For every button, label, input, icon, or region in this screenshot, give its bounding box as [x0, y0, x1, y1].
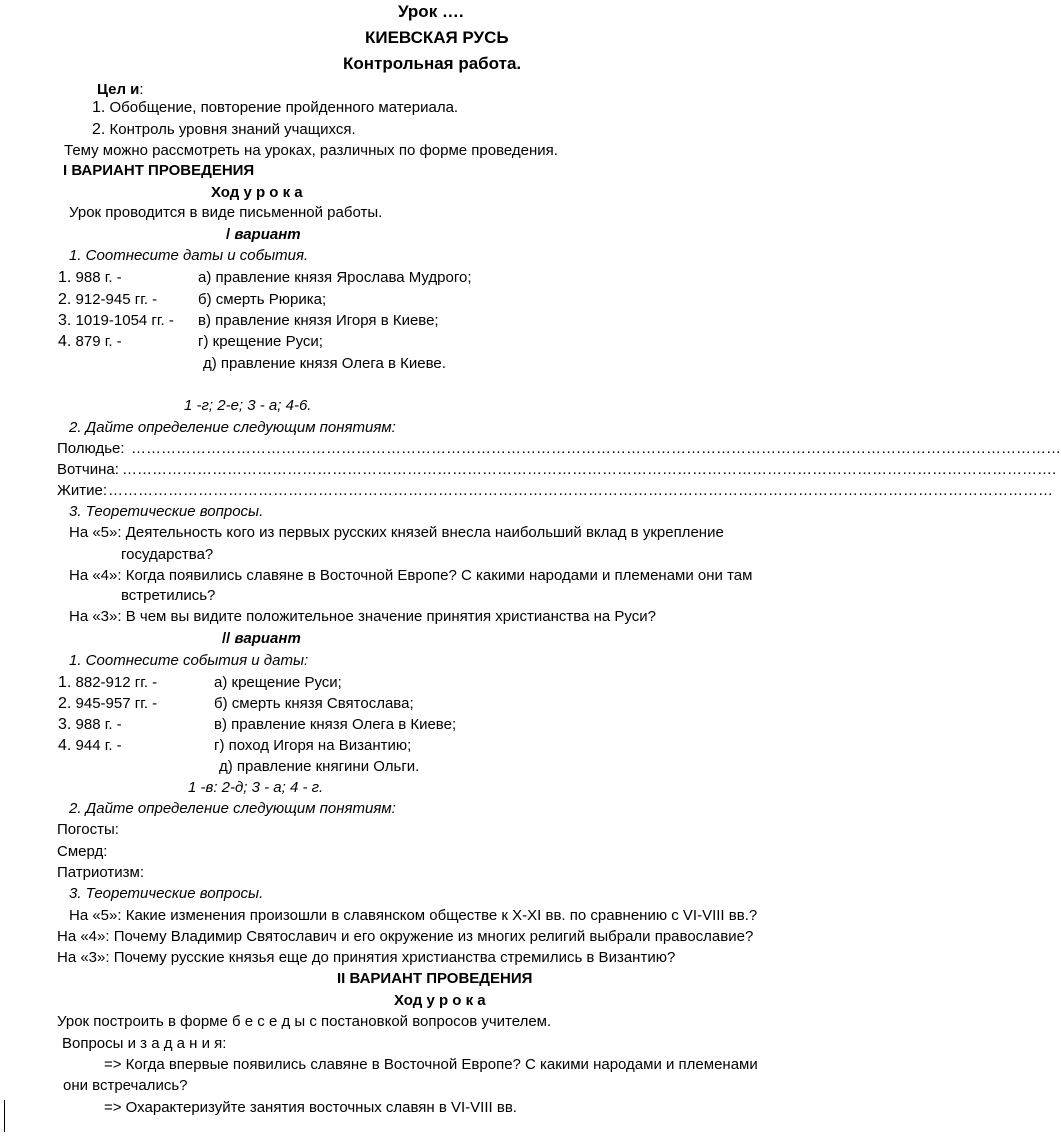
goals-note: Тему можно рассмотреть на уроках, различных по форме проведения. [64, 142, 558, 159]
subvariant2-task3: 3. Теоретические вопросы. [69, 885, 264, 902]
date-item-text: 912-945 гг. - [75, 291, 158, 308]
date-item [58, 332, 122, 352]
subvariant1-label: вариант [234, 226, 301, 243]
variant2-question: => Охарактеризуйте занятия восточных славян в VI-VIII вв. [104, 1099, 517, 1116]
question-grade3: На «3»: В чем вы видите положительное значение принятия христианства на Руси? [69, 608, 656, 625]
question-grade4-cont: встретились? [121, 587, 216, 604]
answer-blank-line: ……………………………………………………………………………………………………………………………………………………………………. [122, 461, 1057, 478]
goals-item [92, 120, 356, 140]
document-title: КИЕВСКАЯ РУСЬ [365, 28, 509, 47]
date-item [58, 694, 157, 714]
date-item [58, 311, 174, 331]
date-item-text: 879 г. - [75, 333, 122, 350]
event-item: б) смерть князя Святослава; [214, 695, 414, 712]
subvariant2-label: вариант [234, 630, 301, 647]
question-grade5-cont: государства? [121, 546, 214, 563]
goals-item [92, 98, 458, 118]
subvariant2-task1: 1. Соотнесите события и даты: [69, 652, 309, 669]
date-item-text: 988 г. - [75, 716, 122, 733]
subvariant1-task3: 3. Теоретические вопросы. [69, 503, 264, 520]
date-item-number: 3. [58, 312, 72, 329]
question-grade5: На «5»: Деятельность кого из первых русских князей внесла наибольший вклад в укрепление [69, 524, 724, 541]
variant2-course-heading: Ход у р о к а [394, 992, 486, 1009]
date-item-number: 1. [58, 269, 72, 286]
goals-item-text: Контроль уровня знаний учащихся. [109, 121, 356, 138]
date-item [58, 290, 157, 310]
date-item-text: 882-912 гг. - [75, 674, 158, 691]
variant2-tasks-end: : [222, 1035, 227, 1052]
event-item: а) правление князя Ярослава Мудрого; [198, 269, 472, 286]
subvariant1-task1: 1. Соотнесите даты и события. [69, 247, 309, 264]
date-item-text: 988 г. - [75, 269, 122, 286]
variant2-intro [57, 1012, 551, 1032]
goals-label: Цел и [97, 81, 140, 98]
event-item: д) правление княгини Ольги. [219, 758, 420, 775]
subvariant2-title [222, 629, 301, 649]
term-label: Житие: [57, 482, 107, 499]
subvariant2-answer: 1 -в: 2-д; 3 - а; 4 - г. [188, 779, 324, 796]
date-item-text: 944 г. - [75, 737, 122, 754]
variant2-heading: II ВАРИАНТ ПРОВЕДЕНИЯ [337, 970, 533, 987]
variant2-question: => Когда впервые появились славяне в Восточной Европе? С какими народами и племенами [104, 1056, 758, 1073]
goals-heading [97, 80, 144, 100]
date-item-text: 1019-1054 гг. - [75, 312, 174, 329]
variant2-tasks-emphasis: з а д а н и я [140, 1035, 223, 1052]
variant1-course-heading: Ход у р о к а [211, 184, 303, 201]
date-item-number: 3. [58, 716, 72, 733]
date-item [58, 736, 122, 756]
date-item [58, 673, 157, 693]
goals-item-number: 2. [92, 121, 106, 138]
variant2-intro-end: с постановкой вопросов учителем. [305, 1013, 552, 1030]
variant1-heading: I ВАРИАНТ ПРОВЕДЕНИЯ [63, 162, 255, 179]
date-item-number: 2. [58, 291, 72, 308]
goals-item-text: Обобщение, повторение пройденного материала. [109, 99, 459, 116]
answer-blank-line: ……………………………………………………………………………………………………………………………………………………………………… [108, 482, 1053, 499]
subvariant1-prefix: / [226, 226, 235, 243]
question-grade4: На «4»: Когда появились славяне в Восточной Европе? С какими народами и племенами они там [69, 567, 753, 584]
date-item-text: 945-957 гг. - [75, 695, 158, 712]
term-label: Погосты: [57, 821, 119, 838]
event-item: а) крещение Руси; [214, 674, 342, 691]
variant2-intro-emphasis: б е с е д ы [232, 1013, 306, 1030]
term-label: Вотчина: [57, 461, 119, 478]
date-item-number: 4. [58, 333, 72, 350]
date-item [58, 268, 122, 288]
variant2-question-cont: они встречались? [63, 1077, 188, 1094]
goals-item-number: 1. [92, 99, 106, 116]
subvariant1-task2: 2. Дайте определение следующим понятиям: [69, 419, 396, 436]
variant1-intro: Урок проводится в виде письменной работы. [69, 204, 383, 221]
event-item: в) правление князя Олега в Киеве; [214, 716, 457, 733]
variant2-tasks-start: Вопросы и [62, 1035, 141, 1052]
date-item-number: 2. [58, 695, 72, 712]
goals-colon: : [139, 81, 144, 98]
subvariant2-prefix: // [222, 630, 235, 647]
question-grade5: На «5»: Какие изменения произошли в славянском обществе к X-XI вв. по сравнению с VI-VIII вв.? [69, 907, 758, 924]
subvariant2-task2: 2. Дайте определение следующим понятиям: [69, 800, 396, 817]
variant2-tasks-heading [62, 1034, 226, 1054]
subvariant1-answer: 1 -г; 2-е; 3 - а; 4-6. [184, 397, 312, 414]
date-item-number: 4. [58, 737, 72, 754]
date-item [58, 715, 122, 735]
document-subtitle: Контрольная работа. [343, 54, 522, 73]
event-item: г) поход Игоря на Византию; [214, 737, 412, 754]
question-grade4: На «4»: Почему Владимир Святославич и его окружение из многих религий выбрали православие? [57, 928, 754, 945]
term-label: Смерд: [57, 843, 108, 860]
subvariant1-title [226, 225, 301, 245]
event-item: в) правление князя Игоря в Киеве; [198, 312, 439, 329]
date-item-number: 1. [58, 674, 72, 691]
term-label: Полюдье: [57, 440, 125, 457]
event-item: г) крещение Руси; [198, 333, 323, 350]
lesson-label: Урок …. [398, 2, 464, 21]
event-item: б) смерть Рюрика; [198, 291, 327, 308]
question-grade3: На «3»: Почему русские князья еще до принятия христианства стремились в Византию? [57, 949, 676, 966]
term-label: Патриотизм: [57, 864, 145, 881]
page-margin-line [4, 1100, 5, 1132]
event-item: д) правление князя Олега в Киеве. [203, 355, 446, 372]
variant2-intro-start: Урок построить в форме [57, 1013, 233, 1030]
answer-blank-line: …………………………………………………………………………………………………………………………………………………………………… [131, 440, 1061, 457]
